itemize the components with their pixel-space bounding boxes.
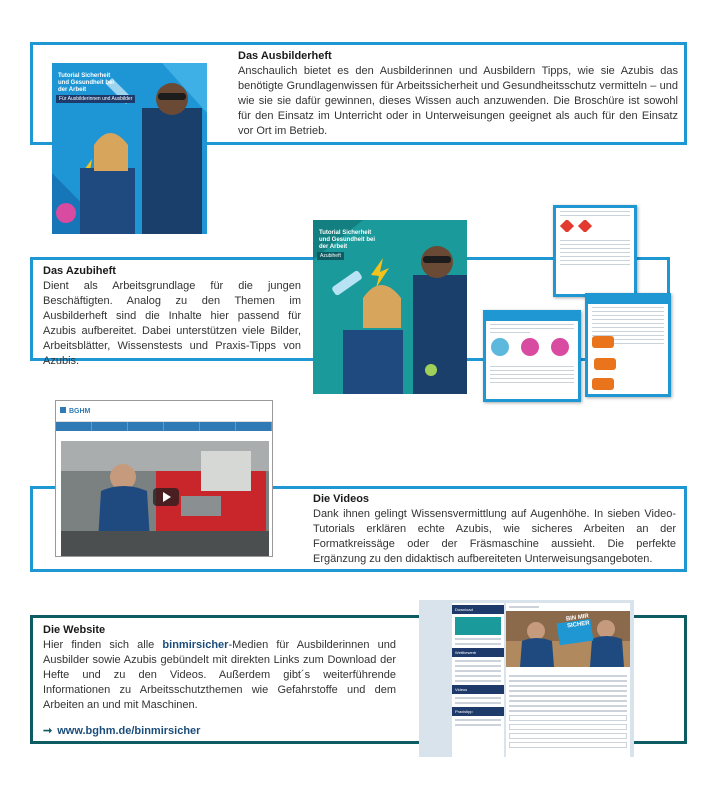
- website-title: Die Website: [43, 624, 106, 636]
- ausbilderheft-cover-title: Tutorial Sicherheit und Gesundheit bei der Arbeit: [58, 73, 115, 93]
- worksheet-page-2: [553, 205, 637, 297]
- ausbilderheft-body: Anschaulich bietet es den Ausbilderinnen und Ausbildern Tipps, wie sie Azubis das benötigte Grundlagenwissen für Arbeitssicherheit und Gesundheitsschutz vermitteln – und wie sie sie dafür gewinnen, dieses Wissen auch anzuwenden. Die Broschüre ist sowohl für den Einsatz im Unterricht oder in Unterweisungen geeignet als auch für den Einsatz vor Ort im Betrieb.: [238, 65, 678, 137]
- worksheet-title-bar-2: [588, 296, 668, 304]
- worksheet-page-1: [483, 310, 581, 402]
- videos-body: Dank ihnen gelingt Wissensvermittlung auf Augenhöhe. In sieben Video-Tutorials erklären echte Azubis, wie sicheres Arbeiten an der Formatkreissäge oder der Fräsmaschine aussieht. Die perfekte Ergänzung zu den didaktisch aufbereiteten Unterweisungsangeboten.: [313, 508, 676, 565]
- videos-title: Die Videos: [313, 493, 370, 505]
- worksheet-title-bar: [486, 313, 578, 321]
- azubiheft-cover: [313, 220, 467, 394]
- azubiheft-text: [43, 264, 301, 369]
- site-sidebar-download[interactable]: Download: [452, 605, 504, 614]
- site-sidebar: [452, 603, 504, 757]
- worksheet-page-3: [585, 293, 671, 397]
- website-screenshot[interactable]: [419, 600, 634, 757]
- ausbilderheft-title: Das Ausbilderheft: [238, 50, 332, 62]
- hazard-icons: [560, 220, 636, 232]
- ausbilderheft-text: [238, 49, 678, 139]
- site-main: [506, 603, 630, 757]
- website-link-text[interactable]: www.bghm.de/binmirsicher: [57, 725, 201, 737]
- worksheet-icons: [490, 336, 580, 358]
- video-site-header: [56, 401, 272, 422]
- play-button[interactable]: [153, 488, 179, 506]
- video-site-nav: [56, 422, 272, 431]
- videos-text: [313, 492, 676, 567]
- azubiheft-title: Das Azubiheft: [43, 265, 116, 277]
- video-screenshot[interactable]: [55, 400, 273, 557]
- svg-text:BGHM: BGHM: [69, 408, 91, 415]
- bghm-logo-icon: [60, 403, 100, 421]
- azubiheft-body: Dient als Arbeitsgrundlage für die jungen Beschäftigten. Analog zu den Themen im Ausbilderheft sind die Inhalte hier passend für Azubis aufbereitet. Dabei unterstützen viele Bilder, Arbeitsblätter, Wissenstests und Praxis-Tipps von Azubis.: [43, 280, 301, 367]
- azubiheft-cover-title: Tutorial Sicherheit und Gesundheit bei der Arbeit: [319, 230, 376, 250]
- site-sidebar-praxistipp[interactable]: Praxistipp: [452, 707, 504, 716]
- website-body: Hier finden sich alle binmirsicher-Medien für Ausbilderinnen und Ausbilder sowie Azubis gebündelt mit direkten Links zum Download der Hefte und zu den Videos. Außerdem gibt´s weiterführende Informationen zu Arbeitsschutzthemen wie Gefahrstoffe und dem Arbeiten an und mit Maschinen.: [43, 639, 396, 711]
- website-text: [43, 623, 396, 713]
- site-sidebar-wettbewerb[interactable]: Wettbewerb: [452, 648, 504, 657]
- site-logo: BIN MIR SICHER: [565, 613, 591, 630]
- ausbilderheft-cover: [52, 63, 207, 234]
- site-sidebar-videos[interactable]: Videos: [452, 685, 504, 694]
- binmirsicher-highlight: binmirsicher: [162, 639, 229, 651]
- arrow-right-icon: ➞: [43, 725, 53, 737]
- ausbilderheft-cover-label: Für Ausbilderinnen und Ausbilder: [56, 95, 135, 103]
- azubiheft-cover-label: Azubiheft: [317, 252, 344, 260]
- website-link[interactable]: [43, 724, 200, 737]
- video-player[interactable]: [61, 441, 269, 557]
